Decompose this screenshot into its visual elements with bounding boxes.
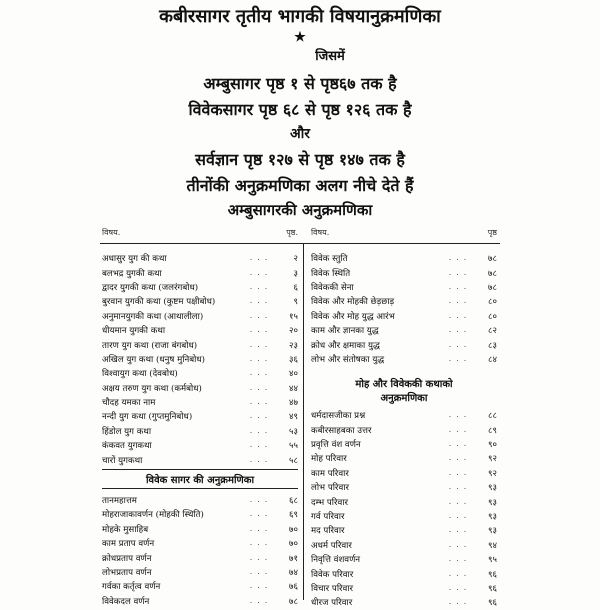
right-rows bbox=[311, 251, 497, 366]
index-entry-title: अधासुर युग की कथा bbox=[102, 254, 167, 265]
index-row bbox=[311, 352, 497, 366]
index-entry-title: अक्षय तरुण युग कथा (कर्मबोध) bbox=[102, 383, 202, 394]
index-entry-title: विवेक और मोहकी छेड़छाड़ bbox=[311, 297, 395, 308]
index-entry-page: ७१ bbox=[289, 553, 298, 564]
index-entry-title: लोभ परिवार bbox=[311, 483, 349, 494]
index-entry-title: बलभद्र युगकी कथा bbox=[102, 268, 162, 279]
summary-line-ambusagar: अम्बुसागर पृष्ठ १ से पृष्ठ६७ तक है bbox=[203, 74, 397, 93]
leader-dots: . . . bbox=[448, 253, 468, 264]
index-entry-title: बुरवान युगकी कथा (कुष्टम पक्षीबोध) bbox=[102, 297, 216, 308]
index-row bbox=[311, 294, 497, 308]
index-row bbox=[311, 566, 497, 580]
index-entry-page: ७८ bbox=[488, 254, 497, 265]
moh-vivek-heading-line2: अनुक्रमणिका bbox=[380, 393, 428, 405]
index-entry-title: नन्दी युग कथा (गुप्तमुनिबोध) bbox=[102, 412, 193, 423]
index-entry-page: ८९ bbox=[488, 425, 497, 436]
index-row bbox=[102, 536, 298, 550]
index-row bbox=[311, 595, 497, 609]
left-page-header: पृष्ठ. bbox=[286, 228, 298, 237]
index-entry-page: ६ bbox=[293, 282, 298, 293]
index-row bbox=[102, 493, 298, 507]
index-entry-title: हिंडोल युग कथा bbox=[102, 426, 152, 437]
index-entry-title: तानमहात्तम bbox=[102, 496, 137, 507]
index-entry-page: ९२ bbox=[488, 468, 497, 479]
index-entry-title: निवृत्ति वंशवर्णन bbox=[311, 555, 361, 566]
index-entry-page: ९५ bbox=[488, 555, 497, 566]
index-row bbox=[102, 337, 298, 351]
index-row bbox=[102, 409, 298, 423]
index-entry-title: विवेकदल वर्णन bbox=[102, 596, 150, 607]
leader-dots: . . . bbox=[249, 368, 269, 379]
index-row bbox=[102, 424, 298, 438]
index-row bbox=[102, 550, 298, 564]
left-rows bbox=[102, 251, 298, 467]
leader-dots: . . . bbox=[249, 523, 269, 534]
index-entry-page: २० bbox=[289, 326, 298, 337]
index-entry-page: ९३ bbox=[488, 512, 497, 523]
index-row bbox=[102, 579, 298, 593]
index-entry-title: लोभ और संतोषका युद्ध bbox=[311, 354, 385, 365]
star-ornament: ★ bbox=[294, 30, 306, 45]
index-entry-title: विश्वायुग कथा (देवबोध) bbox=[102, 369, 178, 380]
index-entry-title: विचार परिवार bbox=[311, 584, 354, 594]
left-subject-header: विषय. bbox=[102, 228, 121, 237]
leader-dots: . . . bbox=[448, 583, 468, 593]
index-row bbox=[102, 280, 298, 294]
leader-dots: . . . bbox=[249, 325, 269, 336]
leader-dots: . . . bbox=[249, 382, 269, 393]
index-entry-page: ४४ bbox=[289, 383, 298, 394]
index-entry-page: ८० bbox=[488, 311, 497, 322]
leader-dots: . . . bbox=[249, 581, 269, 592]
leader-dots: . . . bbox=[249, 454, 269, 465]
index-entry-page: ७८ bbox=[289, 596, 298, 607]
leader-dots: . . . bbox=[448, 539, 468, 550]
index-row bbox=[102, 594, 298, 608]
index-entry-title: विवेक और मोह युद्ध आरंभ bbox=[311, 311, 395, 322]
leader-dots: . . . bbox=[448, 525, 468, 536]
leader-dots: . . . bbox=[448, 482, 468, 493]
leader-dots: . . . bbox=[249, 253, 269, 264]
index-entry-page: ४७ bbox=[289, 398, 298, 409]
index-row bbox=[102, 366, 298, 380]
leader-dots: . . . bbox=[448, 597, 468, 608]
index-entry-title: मद परिवार bbox=[311, 526, 345, 537]
index-entry-title: मोह परिवार bbox=[311, 454, 347, 465]
index-row bbox=[102, 251, 298, 265]
index-entry-title: गर्वका कर्तृत्व वर्णन bbox=[102, 582, 161, 593]
index-row bbox=[311, 480, 497, 494]
leader-dots: . . . bbox=[448, 424, 468, 435]
leader-dots: . . . bbox=[448, 296, 468, 307]
index-row bbox=[102, 452, 298, 466]
subtitle: जिसमें bbox=[315, 49, 345, 64]
leader-dots: . . . bbox=[249, 353, 269, 364]
index-row bbox=[311, 265, 497, 279]
index-row bbox=[311, 280, 497, 294]
index-entry-page: ७० bbox=[289, 524, 298, 535]
index-entry-title: विवेक परिवार bbox=[311, 569, 354, 580]
index-entry-title: धर्मदासजीका प्रश्न bbox=[311, 411, 366, 422]
leader-dots: . . . bbox=[249, 281, 269, 292]
index-row bbox=[102, 309, 298, 323]
left-rows-viveksagar bbox=[102, 493, 298, 608]
index-row bbox=[102, 507, 298, 521]
summary-and: और bbox=[289, 126, 311, 142]
right-subject-header: विषय. bbox=[311, 228, 330, 237]
index-entry-title: काम परिवार bbox=[311, 468, 349, 479]
index-entry-title: विवेककी सेना bbox=[311, 282, 354, 293]
index-row bbox=[102, 381, 298, 395]
index-row bbox=[311, 494, 497, 508]
index-row bbox=[311, 251, 497, 265]
index-row bbox=[311, 408, 497, 422]
leader-dots: . . . bbox=[448, 467, 468, 478]
leader-dots: . . . bbox=[249, 567, 269, 577]
index-entry-title: द्वादर युगकी कथा (जलरंगबोध) bbox=[102, 282, 199, 293]
index-entry-page: ८० bbox=[488, 297, 497, 308]
right-column-header bbox=[311, 227, 497, 243]
index-entry-title: दम्भ परिवार bbox=[311, 497, 349, 508]
index-entry-title: क्रोध और क्षमाका युद्ध bbox=[311, 340, 380, 351]
index-entry-page: ५३ bbox=[289, 426, 298, 437]
index-entry-page: ९३ bbox=[488, 497, 497, 508]
index-entry-title: प्रवृत्ति वंश वर्णन bbox=[311, 440, 361, 451]
index-row bbox=[311, 309, 497, 323]
index-entry-page: २३ bbox=[289, 340, 298, 351]
index-entry-title: अनुमानयुगकी कथा (आथालीला) bbox=[102, 311, 204, 322]
index-row bbox=[311, 581, 497, 595]
index-entry-title: विवेक स्तुति bbox=[311, 254, 348, 265]
index-row bbox=[311, 323, 497, 337]
index-entry-title: चारों युगकथा bbox=[102, 455, 143, 466]
leader-dots: . . . bbox=[448, 453, 468, 464]
left-column-header bbox=[102, 227, 298, 243]
index-row bbox=[102, 438, 298, 452]
leader-dots: . . . bbox=[448, 267, 468, 278]
page-title: कबीरसागर तृतीय भागकी विषयानुक्रमणिका bbox=[159, 6, 441, 27]
index-row bbox=[102, 265, 298, 279]
index-entry-page: ९२ bbox=[488, 454, 497, 465]
leader-dots: . . . bbox=[249, 339, 269, 350]
leader-dots: . . . bbox=[249, 595, 269, 606]
index-entry-page: ९४ bbox=[488, 540, 497, 551]
index-entry-title: मोहराजाकावर्णन (मोहकी स्थिति) bbox=[102, 510, 204, 521]
index-entry-page: ७४ bbox=[289, 568, 298, 578]
index-entry-title: काम प्रताप वर्णन bbox=[102, 539, 155, 550]
index-row bbox=[102, 352, 298, 366]
leader-dots: . . . bbox=[448, 511, 468, 522]
index-entry-title: लोभप्रताप वर्णन bbox=[102, 568, 152, 578]
index-entry-title: मोहके मुसाहिब bbox=[102, 524, 149, 535]
index-row bbox=[102, 323, 298, 337]
index-entry-title: विवेक स्थिति bbox=[311, 268, 351, 279]
leader-dots: . . . bbox=[249, 552, 269, 563]
summary-line-note: तीनोंकी अनुक्रमणिका अलग नीचे देते हैं bbox=[186, 176, 414, 195]
index-entry-page: ८२ bbox=[488, 326, 497, 337]
index-row bbox=[311, 423, 497, 437]
leader-dots: . . . bbox=[249, 509, 269, 520]
index-entry-page: ८४ bbox=[488, 354, 497, 365]
leader-dots: . . . bbox=[448, 439, 468, 450]
index-entry-page: ९३ bbox=[488, 526, 497, 537]
leader-dots: . . . bbox=[448, 410, 468, 421]
index-entry-page: ७८ bbox=[488, 268, 497, 279]
index-entry-page: ७० bbox=[289, 539, 298, 550]
index-entry-title: धीरज परिवार bbox=[311, 598, 353, 609]
index-entry-page: ९६ bbox=[488, 598, 497, 609]
right-index-column bbox=[311, 227, 497, 610]
index-row bbox=[311, 523, 497, 537]
left-index-column bbox=[102, 227, 298, 608]
index-row bbox=[311, 466, 497, 480]
index-entry-page: ७६ bbox=[289, 582, 298, 593]
index-row bbox=[311, 509, 497, 523]
leader-dots: . . . bbox=[249, 411, 269, 422]
index-entry-page: ८८ bbox=[488, 411, 497, 422]
index-entry-page: ९३ bbox=[488, 483, 497, 494]
ambusagar-index-heading: अम्बुसागरकी अनुक्रमणिका bbox=[227, 201, 373, 219]
index-entry-page: ८३ bbox=[488, 340, 497, 351]
summary-line-sarvagyan: सर्वज्ञान पृष्ठ १२७ से पृष्ठ १४७ तक है bbox=[195, 150, 405, 169]
index-entry-page: २ bbox=[293, 254, 298, 265]
index-entry-title: तारण युग कथा (राजा बंगबोध) bbox=[102, 340, 198, 351]
index-entry-title: अखिल युग कथा (धनुष मुनिबोध) bbox=[102, 354, 205, 365]
index-entry-page: ६९ bbox=[289, 510, 298, 521]
right-rows-moh-vivek bbox=[311, 408, 497, 609]
index-entry-page: ९ bbox=[293, 297, 298, 308]
leader-dots: . . . bbox=[448, 554, 468, 565]
leader-dots: . . . bbox=[249, 495, 269, 506]
index-row bbox=[311, 552, 497, 566]
column-divider bbox=[303, 243, 304, 600]
index-entry-page: ६८ bbox=[289, 496, 298, 507]
leader-dots: . . . bbox=[249, 425, 269, 436]
index-entry-page: ७८ bbox=[488, 282, 497, 293]
index-entry-page: ९६ bbox=[488, 569, 497, 580]
index-entry-title: काम और ज्ञानका युद्ध bbox=[311, 326, 379, 337]
leader-dots: . . . bbox=[448, 353, 468, 364]
index-entry-page: ५५ bbox=[289, 441, 298, 452]
index-row bbox=[102, 565, 298, 579]
index-entry-title: धीयमान युगकी कथा bbox=[102, 326, 166, 337]
leader-dots: . . . bbox=[448, 339, 468, 350]
leader-dots: . . . bbox=[249, 440, 269, 451]
viveksagar-index-heading: विवेक सागर की अनुक्रमणिका bbox=[102, 469, 298, 489]
leader-dots: . . . bbox=[249, 538, 269, 549]
index-row bbox=[311, 337, 497, 351]
index-entry-page: ३ bbox=[293, 268, 298, 279]
index-entry-page: ५८ bbox=[289, 455, 298, 466]
index-entry-title: गर्व परिवार bbox=[311, 512, 345, 523]
index-entry-page: ४९ bbox=[289, 412, 298, 423]
index-entry-page: ४० bbox=[289, 369, 298, 380]
index-row bbox=[311, 437, 497, 451]
index-entry-page: ९६ bbox=[488, 584, 497, 594]
index-entry-title: क्रोधप्रताप वर्णन bbox=[102, 553, 152, 564]
leader-dots: . . . bbox=[249, 267, 269, 278]
index-row bbox=[102, 522, 298, 536]
summary-line-viveksagar: विवेकसागर पृष्ठ ६८ से पृष्ठ १२६ तक है bbox=[188, 100, 412, 119]
index-row bbox=[311, 451, 497, 465]
index-entry-page: १५ bbox=[289, 311, 298, 322]
leader-dots: . . . bbox=[448, 568, 468, 579]
leader-dots: . . . bbox=[448, 496, 468, 507]
index-row bbox=[102, 294, 298, 308]
index-entry-page: ३६ bbox=[289, 354, 298, 365]
index-entry-title: चौदह यमका नाम bbox=[102, 398, 156, 409]
index-row bbox=[102, 395, 298, 409]
index-entry-title: कंकवत युगकथा bbox=[102, 441, 152, 452]
leader-dots: . . . bbox=[249, 310, 269, 321]
leader-dots: . . . bbox=[448, 281, 468, 292]
leader-dots: . . . bbox=[249, 296, 269, 307]
index-entry-title: कबीरसाहबका उत्तर bbox=[311, 425, 372, 436]
moh-vivek-heading-line1: मोह और विवेककी कथाको bbox=[355, 379, 453, 391]
right-page-header: पृष्ठ bbox=[487, 228, 497, 237]
index-row bbox=[311, 538, 497, 552]
leader-dots: . . . bbox=[448, 310, 468, 321]
leader-dots: . . . bbox=[249, 397, 269, 408]
index-entry-title: अधर्म परिवार bbox=[311, 540, 352, 551]
index-entry-page: ९० bbox=[488, 440, 497, 451]
leader-dots: . . . bbox=[448, 325, 468, 336]
